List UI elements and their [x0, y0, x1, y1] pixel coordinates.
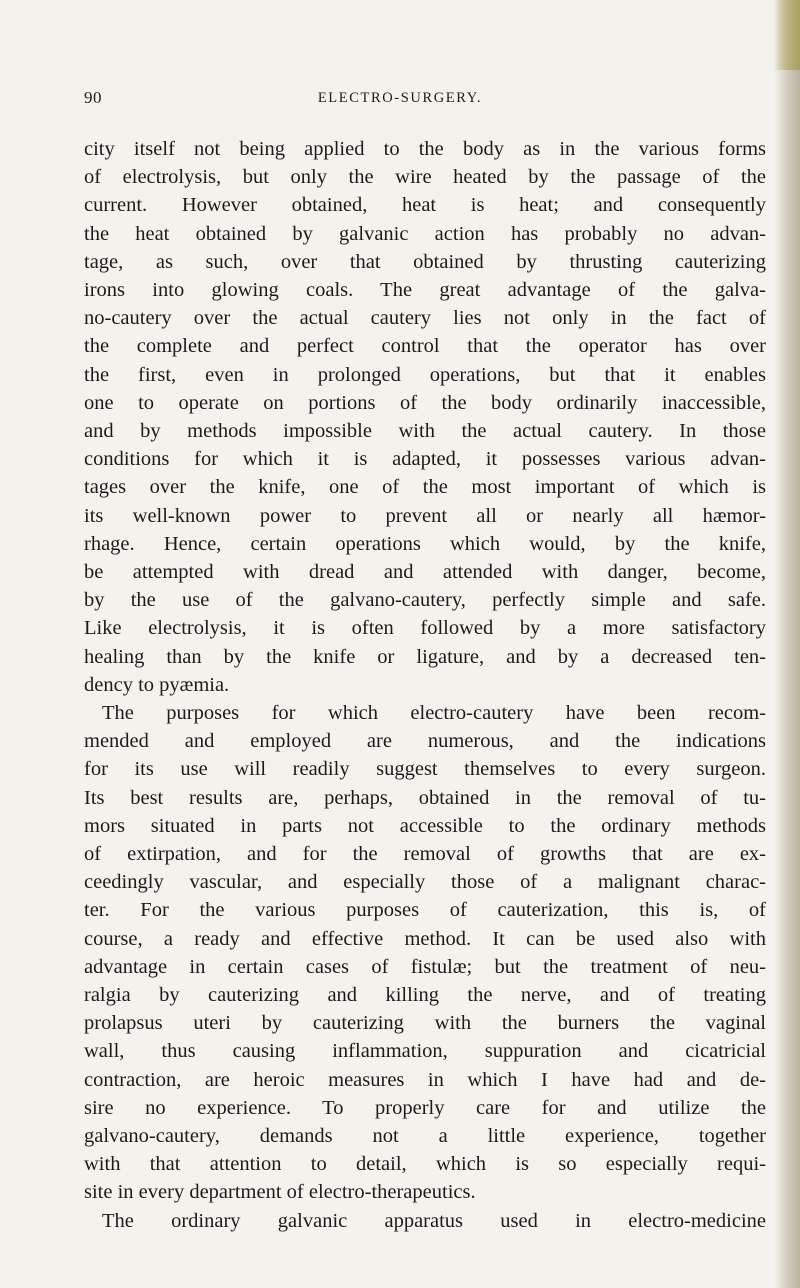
text-line: prolapsus uteri by cauterizing with the burners the vaginal: [84, 1012, 766, 1035]
text-line: of electrolysis, but only the wire heated by the passage of the: [84, 166, 766, 189]
text-line: no-cautery over the actual cautery lies not only in the fact of: [84, 307, 766, 330]
text-line: rhage. Hence, certain operations which would, by the knife,: [84, 532, 766, 555]
text-line: mended and employed are numerous, and the indications: [84, 730, 766, 753]
text-line: with that attention to detail, which is so especially requi-: [84, 1153, 766, 1176]
text-line: current. However obtained, heat is heat; and consequently: [84, 194, 766, 217]
running-head: ELECTRO-SURGERY.: [317, 90, 483, 106]
text-line: course, a ready and effective method. It can be used also with: [84, 927, 766, 950]
page-edge-shadow: [774, 0, 800, 1288]
text-line: site in every department of electro-therapeutics.: [84, 1181, 476, 1204]
text-line: the first, even in prolonged operations, but that it enables: [84, 363, 766, 386]
text-line: healing than by the knife or ligature, and by a decreased ten-: [84, 645, 766, 668]
text-line: advantage in certain cases of fistulæ; but the treatment of neu-: [84, 955, 766, 978]
text-line: its well-known power to prevent all or nearly all hæmor-: [84, 504, 766, 527]
text-line: conditions for which it is adapted, it possesses various advan-: [84, 448, 766, 471]
text-line: ceedingly vascular, and especially those of a malignant charac-: [84, 871, 766, 894]
page-header: [0, 88, 800, 112]
text-line: tage, as such, over that obtained by thrusting cauterizing: [84, 250, 766, 273]
text-line: city itself not being applied to the body as in the various forms: [84, 138, 766, 160]
text-line: by the use of the galvano-cautery, perfectly simple and safe.: [84, 589, 766, 612]
text-line: for its use will readily suggest themselves to every surgeon.: [84, 758, 766, 781]
text-line: The purposes for which electro-cautery have been recom-: [102, 702, 766, 724]
text-line: ralgia by cauterizing and killing the nerve, and of treating: [84, 984, 766, 1006]
text-line: one to operate on portions of the body ordinarily inaccessible,: [84, 391, 766, 414]
text-line: Its best results are, perhaps, obtained in the removal of tu-: [84, 786, 766, 809]
text-line: be attempted with dread and attended with danger, become,: [84, 561, 766, 583]
text-line: The ordinary galvanic apparatus used in electro-medicine: [102, 1209, 766, 1232]
text-line: and by methods impossible with the actual cautery. In those: [84, 420, 766, 442]
text-line: ter. For the various purposes of cauterization, this is, of: [84, 899, 766, 922]
text-line: mors situated in parts not accessible to the ordinary methods: [84, 814, 766, 837]
text-line: contraction, are heroic measures in which I have had and de-: [84, 1068, 766, 1091]
text-line: the complete and perfect control that the operator has over: [84, 335, 766, 358]
page-number: 90: [84, 88, 102, 107]
text-line: galvano-cautery, demands not a little experience, together: [84, 1125, 766, 1147]
page-edge-tint: [774, 0, 800, 70]
text-line: tages over the knife, one of the most important of which is: [84, 476, 766, 499]
text-line: Like electrolysis, it is often followed by a more satisfactory: [84, 617, 766, 640]
text-line: dency to pyæmia.: [84, 673, 230, 696]
text-line: wall, thus causing inflammation, suppuration and cicatricial: [84, 1040, 766, 1063]
text-line: sire no experience. To properly care for and utilize the: [84, 1096, 766, 1119]
text-line: irons into glowing coals. The great advantage of the galva-: [84, 279, 766, 301]
text-line: the heat obtained by galvanic action has probably no advan-: [84, 222, 766, 245]
text-line: of extirpation, and for the removal of growths that are ex-: [84, 843, 766, 865]
